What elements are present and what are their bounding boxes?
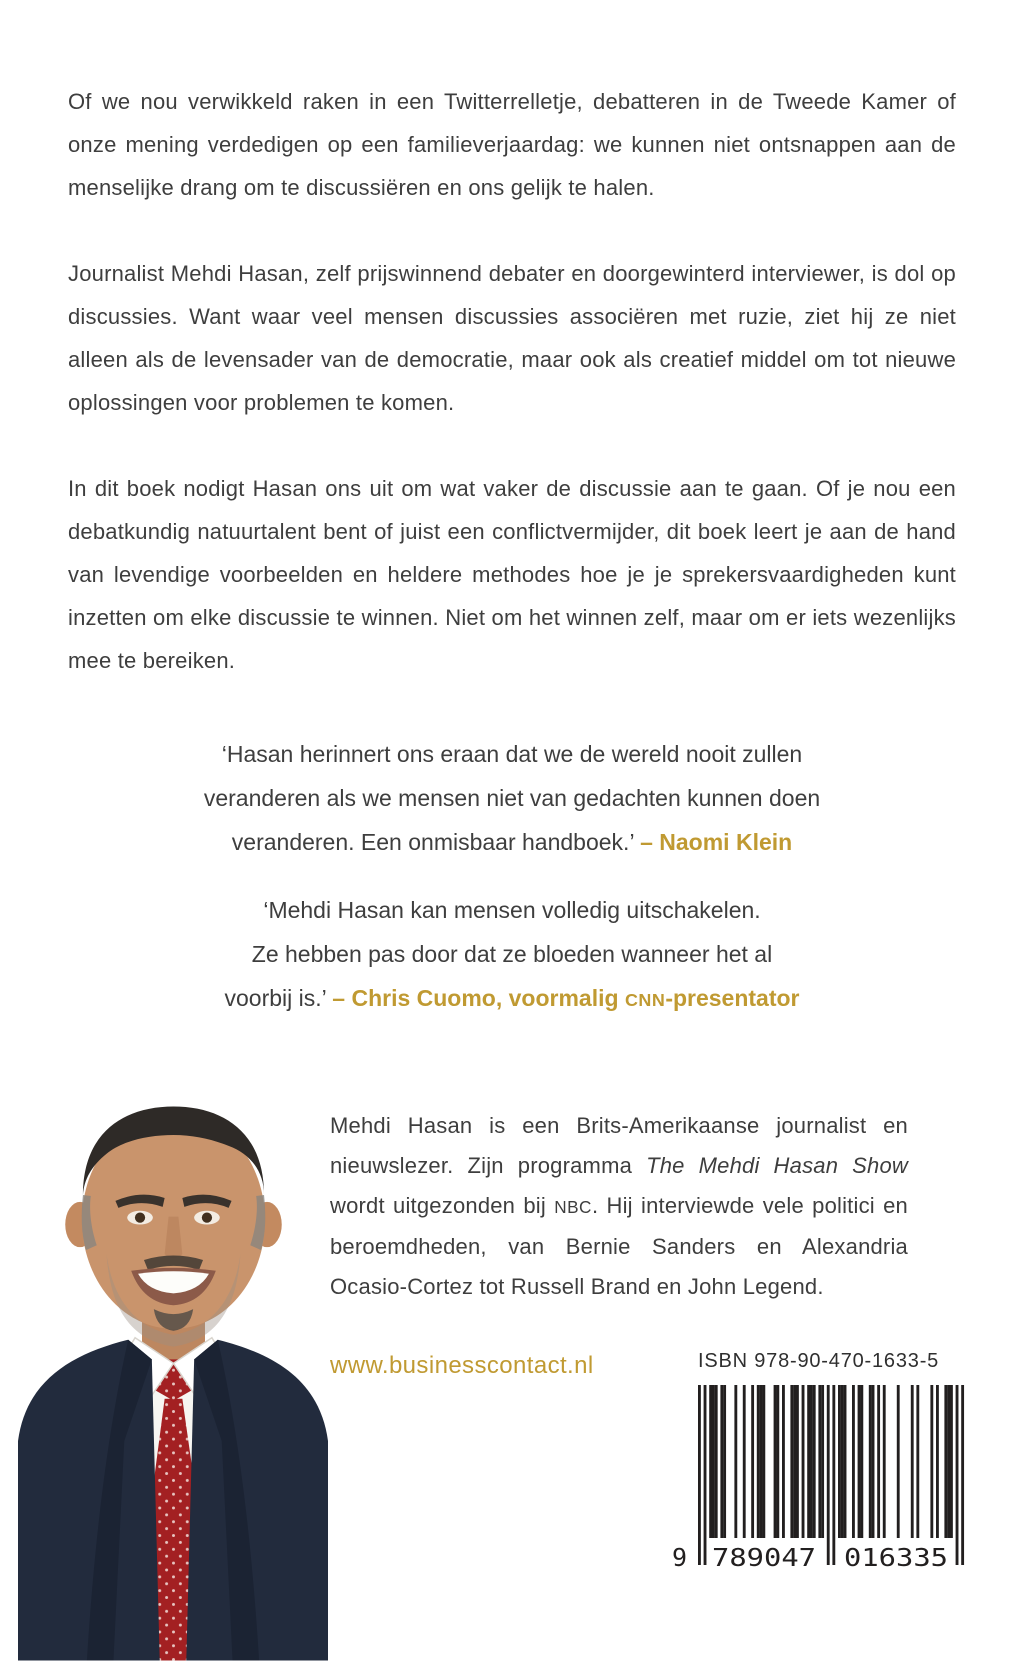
endorsement-quotes [68, 732, 956, 1022]
publisher-website: www.businesscontact.nl [330, 1352, 594, 1379]
quote-attribution: – Naomi Klein [640, 829, 793, 855]
attribution-network: CNN [624, 990, 666, 1010]
quote-text: voorbij is.’ [224, 985, 333, 1011]
author-bio [330, 1106, 908, 1307]
quote-naomi-klein [68, 732, 956, 864]
head [65, 1106, 282, 1365]
quote-line: veranderen als we mensen niet van gedachten kunnen doen [203, 785, 821, 811]
quote-line: ‘Hasan herinnert ons eraan dat we de wereld nooit zullen [221, 741, 803, 767]
quote-text: veranderen. Een onmisbaar handboek.’ [231, 829, 641, 855]
bio-text: . Hij interviewde vele politici en beroemdheden, van Bernie Sanders en Alexandria Ocasio-Cortez tot Russell Brand en John Legend. [330, 1193, 908, 1299]
shoulders [18, 1338, 328, 1661]
bio-show-title: The Mehdi Hasan Show [646, 1153, 909, 1178]
quote-line: Ze hebben pas door dat ze bloeden wanneer het al [251, 941, 773, 967]
bio-text: Mehdi Hasan is een Brits-Amerikaanse journalist en nieuwslezer. Zijn programma [330, 1113, 908, 1178]
eye-right [202, 1213, 212, 1223]
isbn-block [670, 1350, 968, 1577]
attribution-name: – Chris Cuomo, voormalig [332, 985, 625, 1011]
svg-text:016335: 016335 [844, 1543, 948, 1572]
synopsis-paragraph-3: In dit boek nodigt Hasan ons uit om wat vaker de discussie aan te gaan. Of je nou een debatkundig natuurtalent bent of juist een conflictvermijder, dit boek leert je aan de hand van levendige voorbeelden en heldere methodes hoe je je sprekersvaardigheden kunt inzetten om elke discussie te winnen. Niet om het winnen zelf, maar om er iets wezenlijks mee te bereiken. [68, 476, 956, 673]
quote-line [68, 820, 956, 864]
quote-attribution [332, 985, 799, 1011]
synopsis-paragraph-2: Journalist Mehdi Hasan, zelf prijswinnend debater en doorgewinterd interviewer, is dol op discussies. Want waar veel mensen discussies associëren met ruzie, ziet hij ze niet alleen als de levensader van de democratie, maar ook als creatief middel om tot nieuwe oplossingen voor problemen te komen. [68, 261, 956, 415]
isbn-label: ISBN 978-90-470-1633-5 [698, 1350, 940, 1372]
quote-line: ‘Mehdi Hasan kan mensen volledig uitschakelen. [263, 897, 761, 923]
bio-text: wordt uitgezonden bij [330, 1193, 555, 1218]
bio-network: NBC [554, 1197, 592, 1217]
svg-text:9: 9 [672, 1543, 688, 1572]
quote-chris-cuomo [68, 888, 956, 1022]
synopsis-paragraph-1: Of we nou verwikkeld raken in een Twitterrelletje, debatteren in de Tweede Kamer of onze mening verdedigen op een familieverjaardag: we kunnen niet ontsnappen aan de menselijke drang om te discussiëren en ons gelijk te halen. [68, 89, 956, 200]
synopsis [68, 80, 956, 682]
ean13-barcode [670, 1385, 968, 1577]
svg-text:789047: 789047 [712, 1543, 816, 1572]
quote-line [68, 976, 956, 1022]
attribution-role: -presentator [665, 985, 800, 1011]
eye-left [135, 1213, 145, 1223]
main-text-column [68, 80, 956, 1046]
author-photo [18, 1100, 328, 1665]
